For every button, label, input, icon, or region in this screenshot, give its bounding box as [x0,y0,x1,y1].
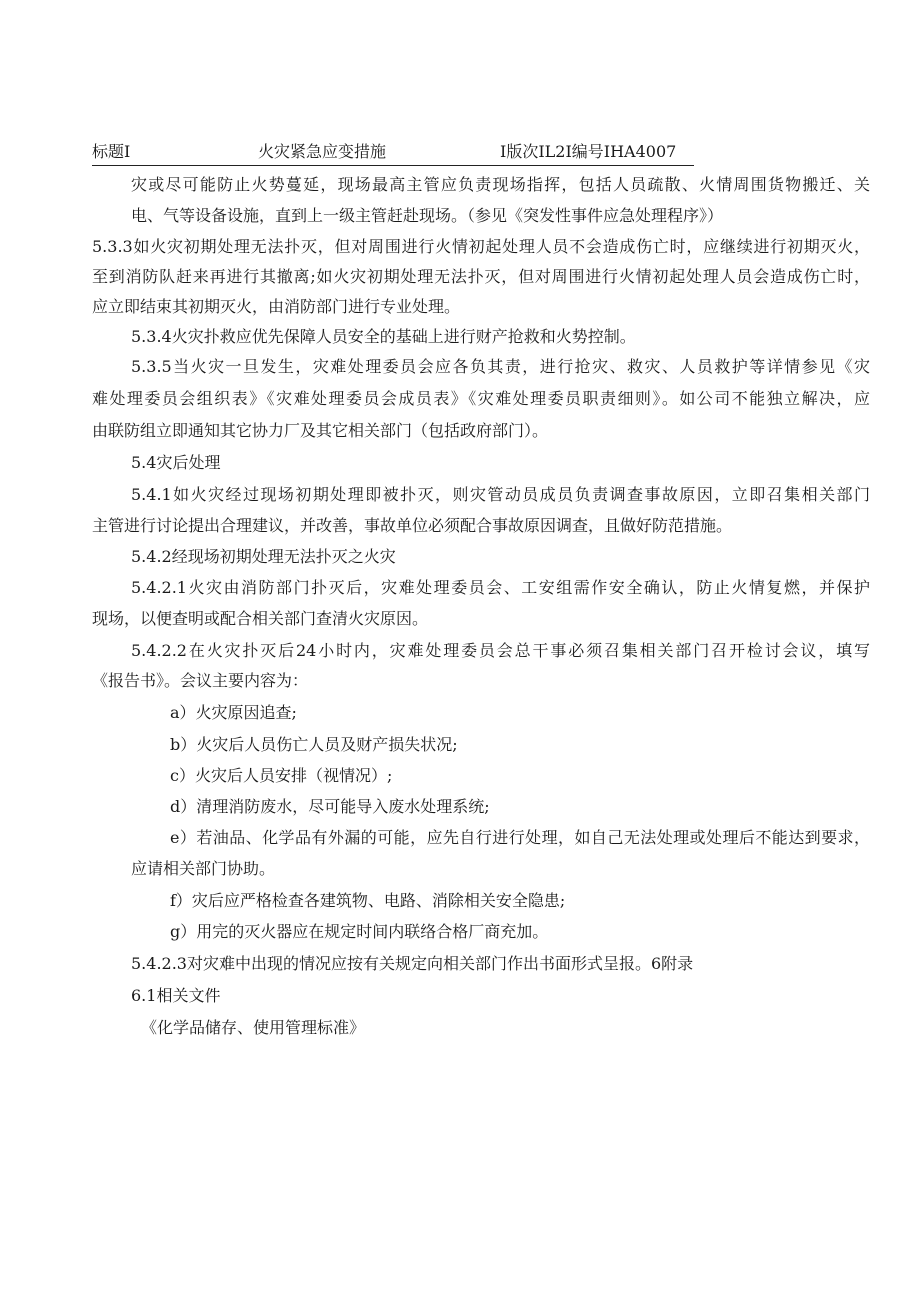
paragraph-line: 5.4.2.1火灾由消防部门扑灭后，灾难处理委员会、工安组需作安全确认，防止火情复燃，并保护 [131,578,870,597]
header-title: 火灾紧急应变措施 [258,142,387,161]
paragraph-line: 至到消防队赶来再进行其撤离;如火灾初期处理无法扑灭，但对周围进行火情初起处理人员会造成伤亡时， [92,267,870,286]
list-item-continuation: 应请相关部门协助。 [131,859,276,878]
section-heading: 6.1相关文件 [131,986,221,1005]
paragraph-line: 5.4.2.3对灾难中出现的情况应按有关规定向相关部门作出书面形式呈报。6附录 [131,954,694,973]
paragraph-line: 5.3.4火灾扑救应优先保障人员安全的基础上进行财产抢救和火势控制。 [131,327,636,346]
paragraph-line: 难处理委员会组织表》《灾难处理委员会成员表》《灾难处理委员职责细则》。如公司不能独立解决，应 [92,389,870,408]
list-item: f）灾后应严格检查各建筑物、电路、消除相关安全隐患; [170,891,566,910]
paragraph-line: 5.3.5当火灾一旦发生，灾难处理委员会应各负其责，进行抢灾、救灾、人员救护等详情参见《灾 [131,357,870,376]
paragraph-line: 应立即结束其初期灭火，由消防部门进行专业处理。 [92,297,461,316]
paragraph-line: 主管进行讨论提出合理建议，并改善，事故单位必须配合事故原因调查，且做好防范措施。 [92,516,733,535]
list-item: g）用完的灭火器应在规定时间内联络合格厂商充加。 [170,922,549,941]
paragraph-line: 《报告书》。会议主要内容为： [92,671,309,690]
paragraph-line: 现场，以便查明或配合相关部门查清火灾原因。 [92,609,429,628]
document-header [92,141,694,166]
section-heading: 5.4灾后处理 [131,453,221,472]
paragraph-line: 灾或尽可能防止火势蔓延，现场最高主管应负责现场指挥，包括人员疏散、火情周围货物搬迁、关 [131,175,870,194]
list-item: d）清理消防废水，尽可能导入废水处理系统; [170,797,490,816]
header-version: Ⅰ版次ⅠL2Ⅰ编号ⅠHA4007 [500,142,677,161]
paragraph-line: 5.4.2.2在火灾扑灭后24小时内，灾难处理委员会总干事必须召集相关部门召开检讨会议，填写 [131,641,870,660]
header-title-label: 标题Ⅰ [92,142,131,161]
paragraph-line: 5.3.3如火灾初期处理无法扑灭，但对周围进行火情初起处理人员不会造成伤亡时，应继续进行初期灭火， [92,237,870,256]
list-item: c）火灾后人员安排（视情况）; [170,766,393,785]
list-item: a）火灾原因追查; [170,703,297,722]
section-heading: 5.4.2经现场初期处理无法扑灭之火灾 [131,547,396,566]
list-item: e）若油品、化学品有外漏的可能，应先自行进行处理，如自己无法处理或处理后不能达到要求， [170,828,870,847]
list-item: b）火灾后人员伤亡人员及财产损失状况; [170,735,458,754]
paragraph-line: 由联防组立即通知其它协力厂及其它相关部门（包括政府部门）。 [92,421,549,440]
paragraph-line: 电、气等设备设施，直到上一级主管赶赴现场。（参见《突发性事件应急处理程序》） [131,206,724,225]
paragraph-line: 5.4.1如火灾经过现场初期处理即被扑灭，则灾管动员成员负责调查事故原因，立即召集相关部门 [131,485,870,504]
document-reference: 《化学品储存、使用管理标准》 [141,1018,366,1037]
